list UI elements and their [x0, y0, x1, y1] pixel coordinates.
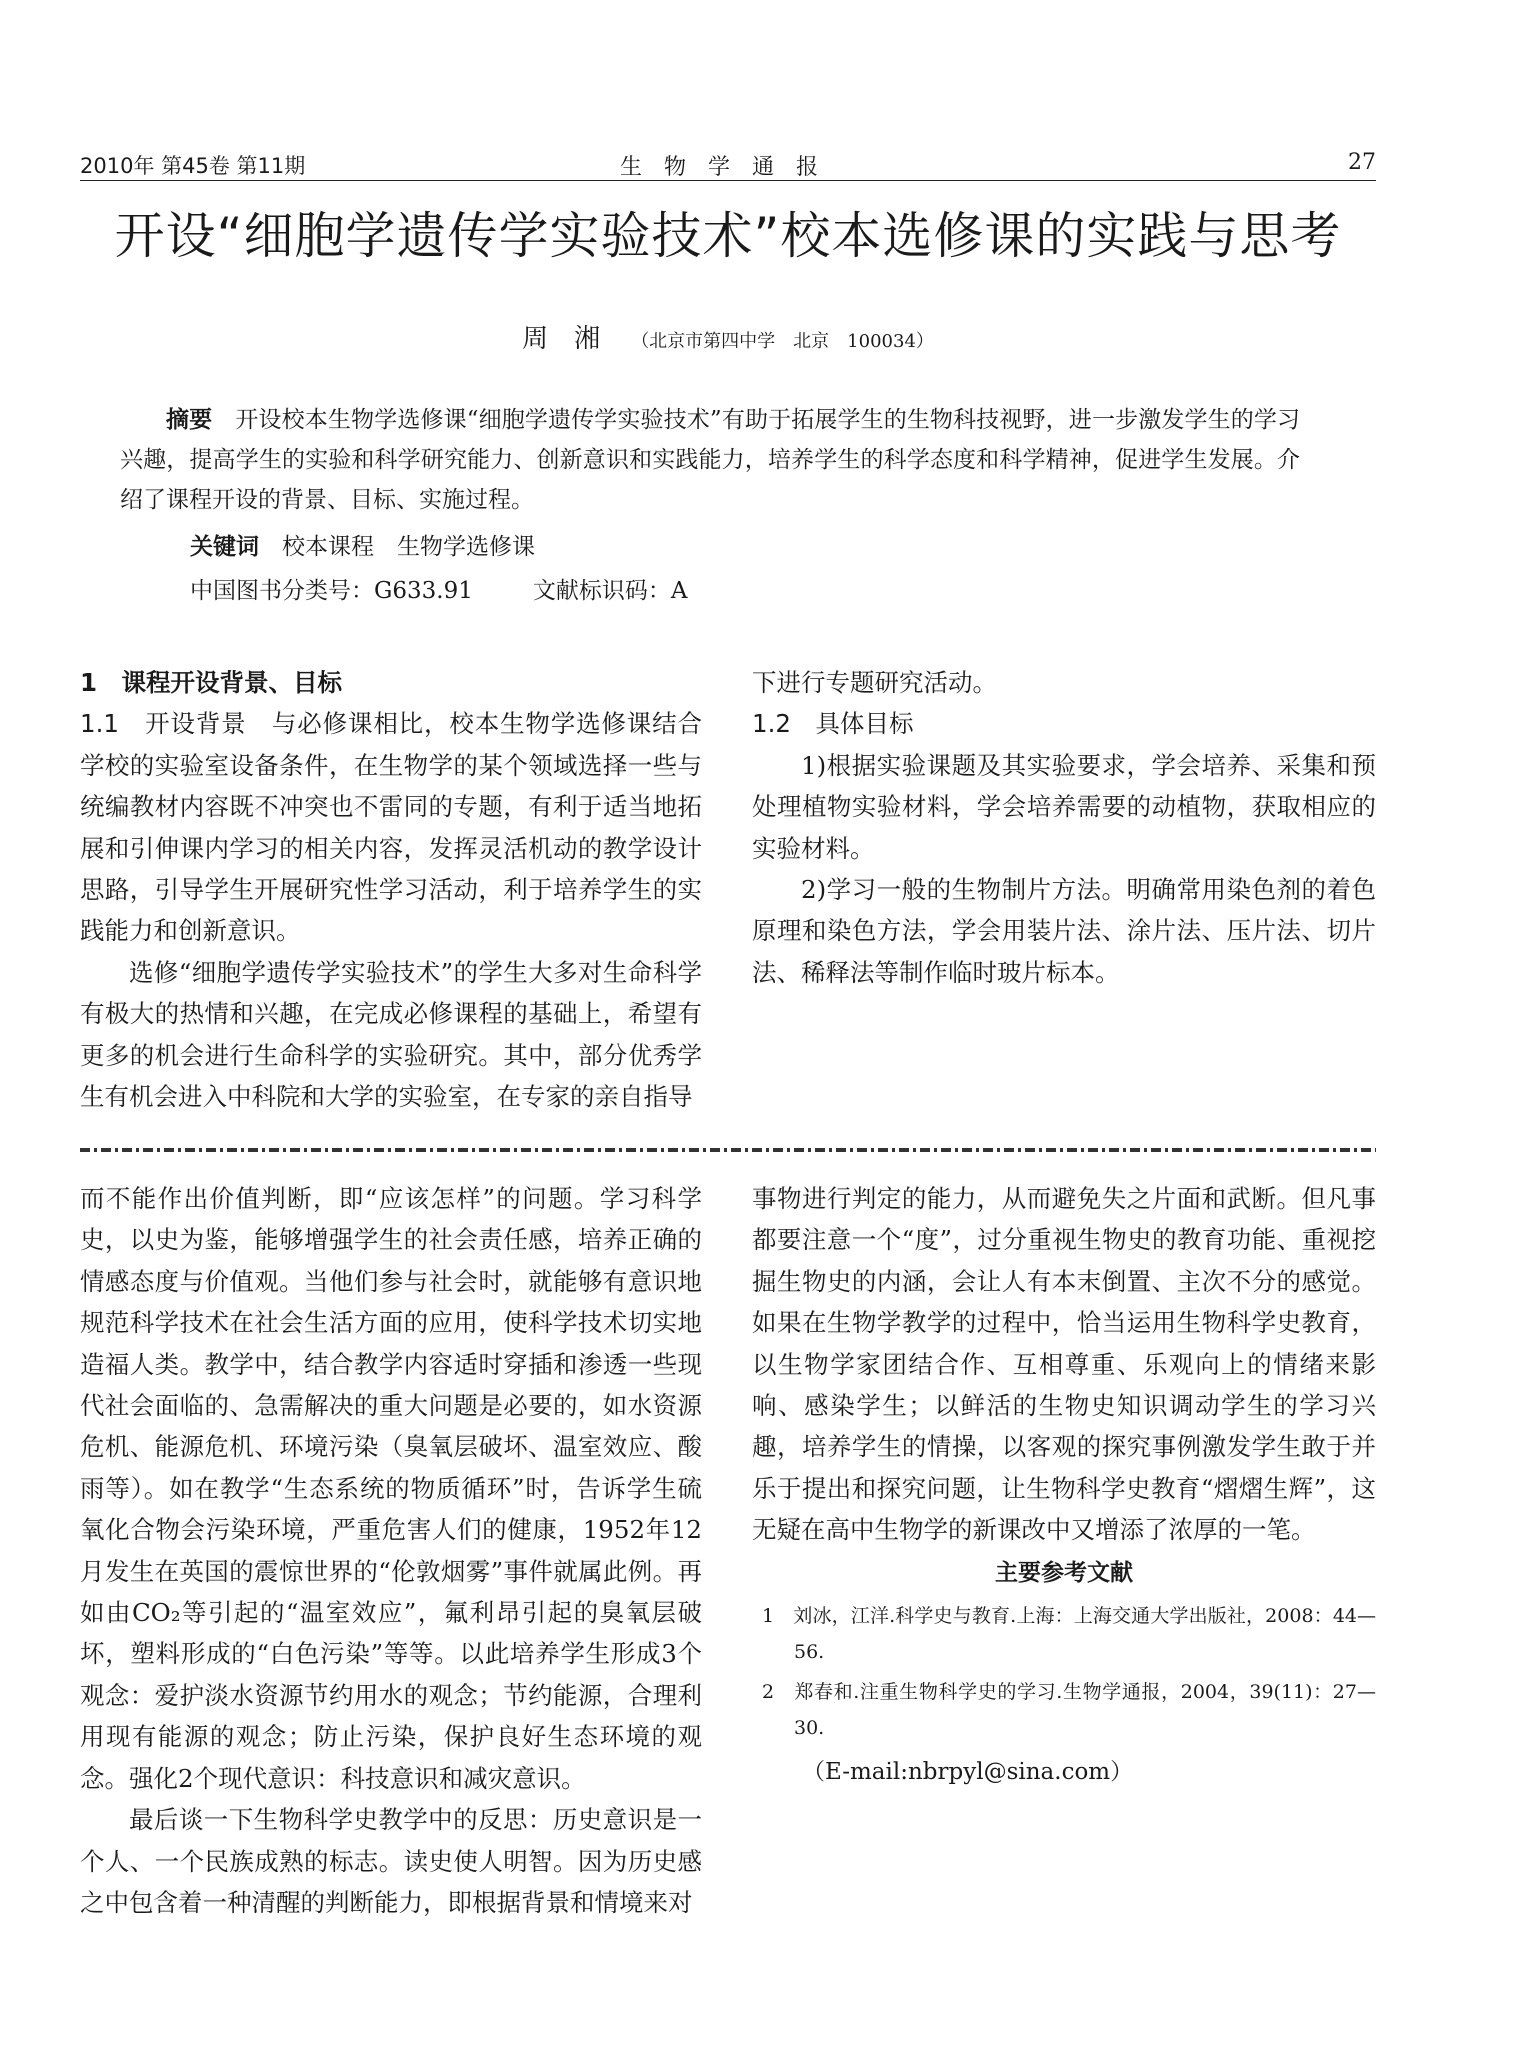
- running-header: [80, 150, 1376, 181]
- keywords-label: 关键词: [190, 534, 259, 560]
- section-1-paragraph-2: 选修“细胞学遗传学实验技术”的学生大多对生命科学有极大的热情和兴趣，在完成必修课程的基础上，希望有更多的机会进行生命科学的实验研究。其中，部分优秀学生有机会进入中科院和大学的实验室，在专家的亲自指导: [80, 957, 702, 1112]
- journal-name: 生物学通报: [620, 155, 841, 180]
- lower-right-column: [752, 1178, 1376, 1793]
- byline: [80, 318, 1376, 355]
- goal-1: 1)根据实验课题及其实验要求，学会培养、采集和预处理植物实验材料，学会培养需要的动植物，获取相应的实验材料。: [752, 750, 1376, 863]
- author-name: 周湘: [522, 324, 627, 354]
- subsection-1-2-heading: 1.2 具体目标: [752, 709, 914, 739]
- continued-paragraph-1: 而不能作出价值判断，即“应该怎样”的问题。学习科学史，以史为鉴，能够增强学生的社会责任感，培养正确的情感态度与价值观。当他们参与社会时，就能够有意识地规范科学技术在社会生活方面的应用，使科学技术切实地造福人类。教学中，结合教学内容适时穿插和渗透一些现代社会面临的、急需解决的重大问题是必要的，如水资源危机、能源危机、环境污染（臭氧层破坏、温室效应、酸雨等）。如在教学“生态系统的物质循环”时，告诉学生硫氧化合物会污染环境，严重危害人们的健康，1952年12月发生在英国的震惊世界的“伦敦烟雾”事件就属此例。再如由CO₂等引起的“温室效应”，氟利昂引起的臭氧层破坏，塑料形成的“白色污染”等等。以此培养学生形成3个观念：爱护淡水资源节约用水的观念；节约能源，合理利用现有能源的观念；防止污染，保护良好生态环境的观念。强化2个现代意识：科技意识和减灾意识。: [80, 1184, 702, 1793]
- lower-left-column: [80, 1178, 702, 1923]
- author-email: （E-mail:nbrpyl@sina.com）: [802, 1759, 1134, 1786]
- goal-2: 2)学习一般的生物制片方法。明确常用染色剂的着色原理和染色方法，学会用装片法、涂片法、压片法、切片法、稀释法等制作临时玻片标本。: [752, 875, 1376, 987]
- section-1-heading: 1 课程开设背景、目标: [80, 668, 343, 697]
- page-number: 27: [1348, 150, 1376, 175]
- references-heading: 主要参考文献: [995, 1559, 1133, 1586]
- abstract-label: 摘要: [166, 407, 213, 433]
- clc-number: 中国图书分类号：G633.91: [190, 578, 473, 604]
- journal-issue: 2010年 第45卷 第11期: [80, 154, 306, 178]
- upper-left-column: [80, 662, 702, 1117]
- subsection-1-1-text: 与必修课相比，校本生物学选修课结合学校的实验室设备条件，在生物学的某个领域选择一些与统编教材内容既不冲突也不雷同的专题，有利于适当地拓展和引伸课内学习的相关内容，发挥灵活机动的教学设计思路，引导学生开展研究性学习活动，利于培养学生的实践能力和创新意识。: [80, 709, 703, 946]
- author-affiliation: （北京市第四中学 北京 100034）: [631, 331, 934, 352]
- classification: [190, 572, 687, 605]
- document-code: 文献标识码：A: [532, 578, 688, 604]
- keywords: [190, 528, 535, 561]
- article-divider: [80, 1148, 1376, 1152]
- paragraph-continuation: 事物进行判定的能力，从而避免失之片面和武断。但凡事都要注意一个“度”，过分重视生物史的教育功能、重视挖掘生物史的内涵，会让人有本末倒置、主次不分的感觉。如果在生物学教学的过程中，恰当运用生物科学史教育，以生物学家团结合作、互相尊重、乐观向上的情绪来影响、感染学生；以鲜活的生物史知识调动学生的学习兴趣，培养学生的情操，以客观的探究事例激发学生敢于并乐于提出和探究问题，让生物科学史教育“熠熠生辉”，这无疑在高中生物学的新课改中又增添了浓厚的一笔。: [752, 1184, 1376, 1545]
- abstract-text: 开设校本生物学选修课“细胞学遗传学实验技术”有助于拓展学生的生物科技视野，进一步激发学生的学习兴趣，提高学生的实验和科学研究能力、创新意识和实践能力，培养学生的科学态度和科学精神，促进学生发展。介绍了课程开设的背景、目标、实施过程。: [120, 407, 1300, 513]
- article-title: 开设“细胞学遗传学实验技术”校本选修课的实践与思考: [114, 207, 1342, 265]
- keywords-text: 校本课程 生物学选修课: [282, 534, 535, 560]
- continued-paragraph-2: 最后谈一下生物科学史教学中的反思：历史意识是一个人、一个民族成熟的标志。读史使人明智。因为历史感之中包含着一种清醒的判断能力，即根据背景和情境来对: [80, 1805, 702, 1917]
- subsection-1-1-label: 1.1 开设背景: [80, 709, 247, 739]
- reference-2: 2 郑春和.注重生物科学史的学习.生物学通报，2004，39(11)：27—30.: [762, 1681, 1376, 1740]
- reference-1: 1 刘冰，江洋.科学史与教育.上海：上海交通大学出版社，2008：44—56.: [762, 1605, 1376, 1664]
- abstract: [120, 400, 1300, 520]
- upper-right-column: [752, 662, 1376, 993]
- paragraph-continuation: 下进行专题研究活动。: [752, 668, 997, 697]
